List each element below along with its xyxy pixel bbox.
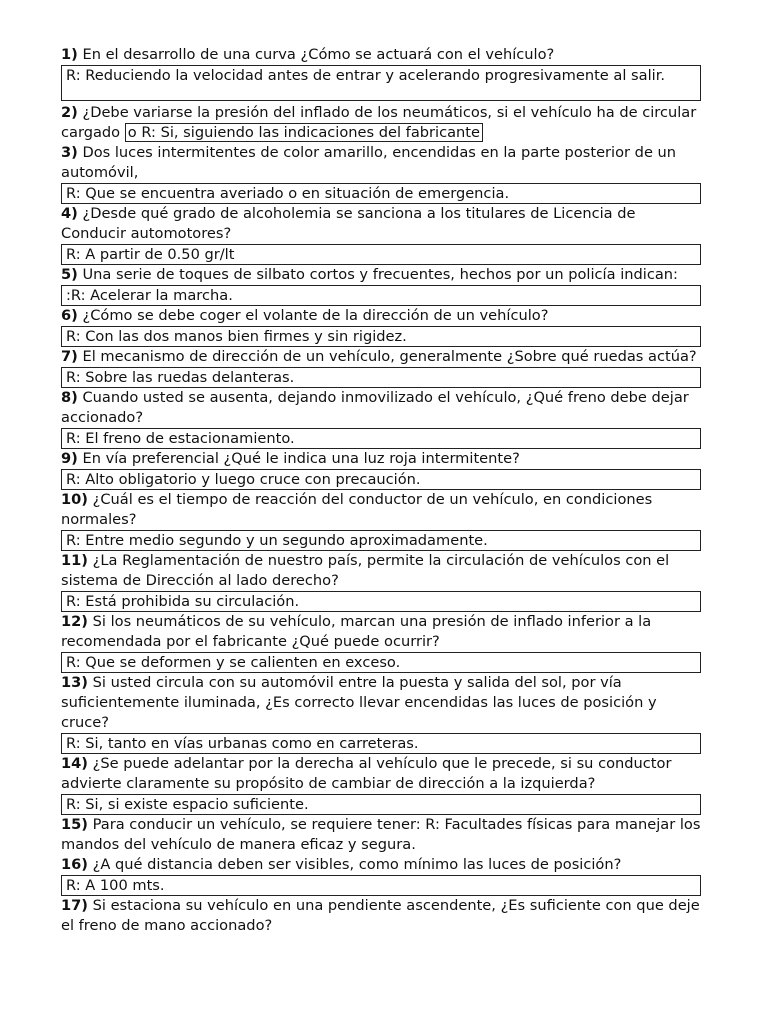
answer-box-8: R: El freno de estacionamiento. xyxy=(61,428,701,449)
question-4 xyxy=(61,204,701,244)
question-number: 15) xyxy=(61,816,88,833)
question-text: Una serie de toques de silbato cortos y frecuentes, hechos por un policía indican: xyxy=(77,266,678,283)
answer-box-12: R: Que se deformen y se calienten en exceso. xyxy=(61,652,701,673)
question-7 xyxy=(61,347,701,367)
question-text: ¿Cómo se debe coger el volante de la dirección de un vehículo? xyxy=(77,307,549,324)
question-text: Si los neumáticos de su vehículo, marcan una presión de inflado inferior a la recomendada por el fabricante ¿Qué puede ocurrir? xyxy=(61,613,652,650)
question-text: Cuando usted se ausenta, dejando inmovilizado el vehículo, ¿Qué freno debe dejar accionado? xyxy=(61,389,689,426)
question-number: 16) xyxy=(61,856,88,873)
question-text: Para conducir un vehículo, se requiere tener: R: Facultades físicas para manejar los mandos del vehículo de manera eficaz y segura. xyxy=(61,816,701,853)
question-number: 4) xyxy=(61,205,78,222)
answer-box-7: R: Sobre las ruedas delanteras. xyxy=(61,367,701,388)
question-text: ¿Debe variarse la presión del inflado de los neumáticos, si el vehículo ha de circular cargado xyxy=(61,104,697,141)
question-14 xyxy=(61,754,701,794)
answer-box-3: R: Que se encuentra averiado o en situación de emergencia. xyxy=(61,183,701,204)
question-number: 17) xyxy=(61,897,88,914)
answer-inline-box-2: o R: Si, siguiendo las indicaciones del fabricante xyxy=(125,123,483,142)
question-text: ¿Cuál es el tiempo de reacción del conductor de un vehículo, en condiciones normales? xyxy=(61,491,653,528)
question-number: 5) xyxy=(61,266,78,283)
question-16 xyxy=(61,855,701,875)
question-number: 13) xyxy=(61,674,88,691)
question-number: 11) xyxy=(61,552,88,569)
question-text: En vía preferencial ¿Qué le indica una luz roja intermitente? xyxy=(77,450,520,467)
answer-box-5: :R: Acelerar la marcha. xyxy=(61,285,701,306)
question-3 xyxy=(61,143,701,183)
question-1 xyxy=(61,45,701,65)
answer-box-11: R: Está prohibida su circulación. xyxy=(61,591,701,612)
question-document xyxy=(61,45,701,936)
question-11 xyxy=(61,551,701,591)
question-13 xyxy=(61,673,701,733)
answer-box-1: R: Reduciendo la velocidad antes de entrar y acelerando progresivamente al salir. xyxy=(61,65,701,101)
question-text: ¿Desde qué grado de alcoholemia se sanciona a los titulares de Licencia de Conducir automotores? xyxy=(61,205,636,242)
answer-box-4: R: A partir de 0.50 gr/lt xyxy=(61,244,701,265)
answer-box-9: R: Alto obligatorio y luego cruce con precaución. xyxy=(61,469,701,490)
question-5 xyxy=(61,265,701,285)
question-number: 12) xyxy=(61,613,88,630)
question-number: 1) xyxy=(61,46,78,63)
question-12 xyxy=(61,612,701,652)
question-number: 2) xyxy=(61,104,78,121)
question-number: 3) xyxy=(61,144,78,161)
question-9 xyxy=(61,449,701,469)
question-text: Dos luces intermitentes de color amarillo, encendidas en la parte posterior de un automóvil, xyxy=(61,144,677,181)
question-6 xyxy=(61,306,701,326)
question-number: 9) xyxy=(61,450,78,467)
question-text: En el desarrollo de una curva ¿Cómo se actuará con el vehículo? xyxy=(77,46,555,63)
answer-box-6: R: Con las dos manos bien firmes y sin rigidez. xyxy=(61,326,701,347)
question-number: 8) xyxy=(61,389,78,406)
question-text: Si estaciona su vehículo en una pendiente ascendente, ¿Es suficiente con que deje el freno de mano accionado? xyxy=(61,897,700,934)
question-text: ¿Se puede adelantar por la derecha al vehículo que le precede, si su conductor advierte claramente su propósito de cambiar de dirección a la izquierda? xyxy=(61,755,672,792)
question-number: 6) xyxy=(61,307,78,324)
answer-box-14: R: Si, si existe espacio suficiente. xyxy=(61,794,701,815)
question-text: ¿La Reglamentación de nuestro país, permite la circulación de vehículos con el sistema de Dirección al lado derecho? xyxy=(61,552,670,589)
question-10 xyxy=(61,490,701,530)
answer-box-13: R: Si, tanto en vías urbanas como en carreteras. xyxy=(61,733,701,754)
answer-box-10: R: Entre medio segundo y un segundo aproximadamente. xyxy=(61,530,701,551)
question-text: ¿A qué distancia deben ser visibles, como mínimo las luces de posición? xyxy=(87,856,622,873)
question-text: El mecanismo de dirección de un vehículo, generalmente ¿Sobre qué ruedas actúa? xyxy=(77,348,697,365)
question-2 xyxy=(61,103,701,143)
question-8 xyxy=(61,388,701,428)
question-number: 7) xyxy=(61,348,78,365)
answer-box-16: R: A 100 mts. xyxy=(61,875,701,896)
question-number: 14) xyxy=(61,755,88,772)
question-17 xyxy=(61,896,701,936)
question-text: Si usted circula con su automóvil entre la puesta y salida del sol, por vía suficientemente iluminada, ¿Es correcto llevar encendidas las luces de posición y cruce? xyxy=(61,674,657,731)
question-15 xyxy=(61,815,701,855)
question-number: 10) xyxy=(61,491,88,508)
